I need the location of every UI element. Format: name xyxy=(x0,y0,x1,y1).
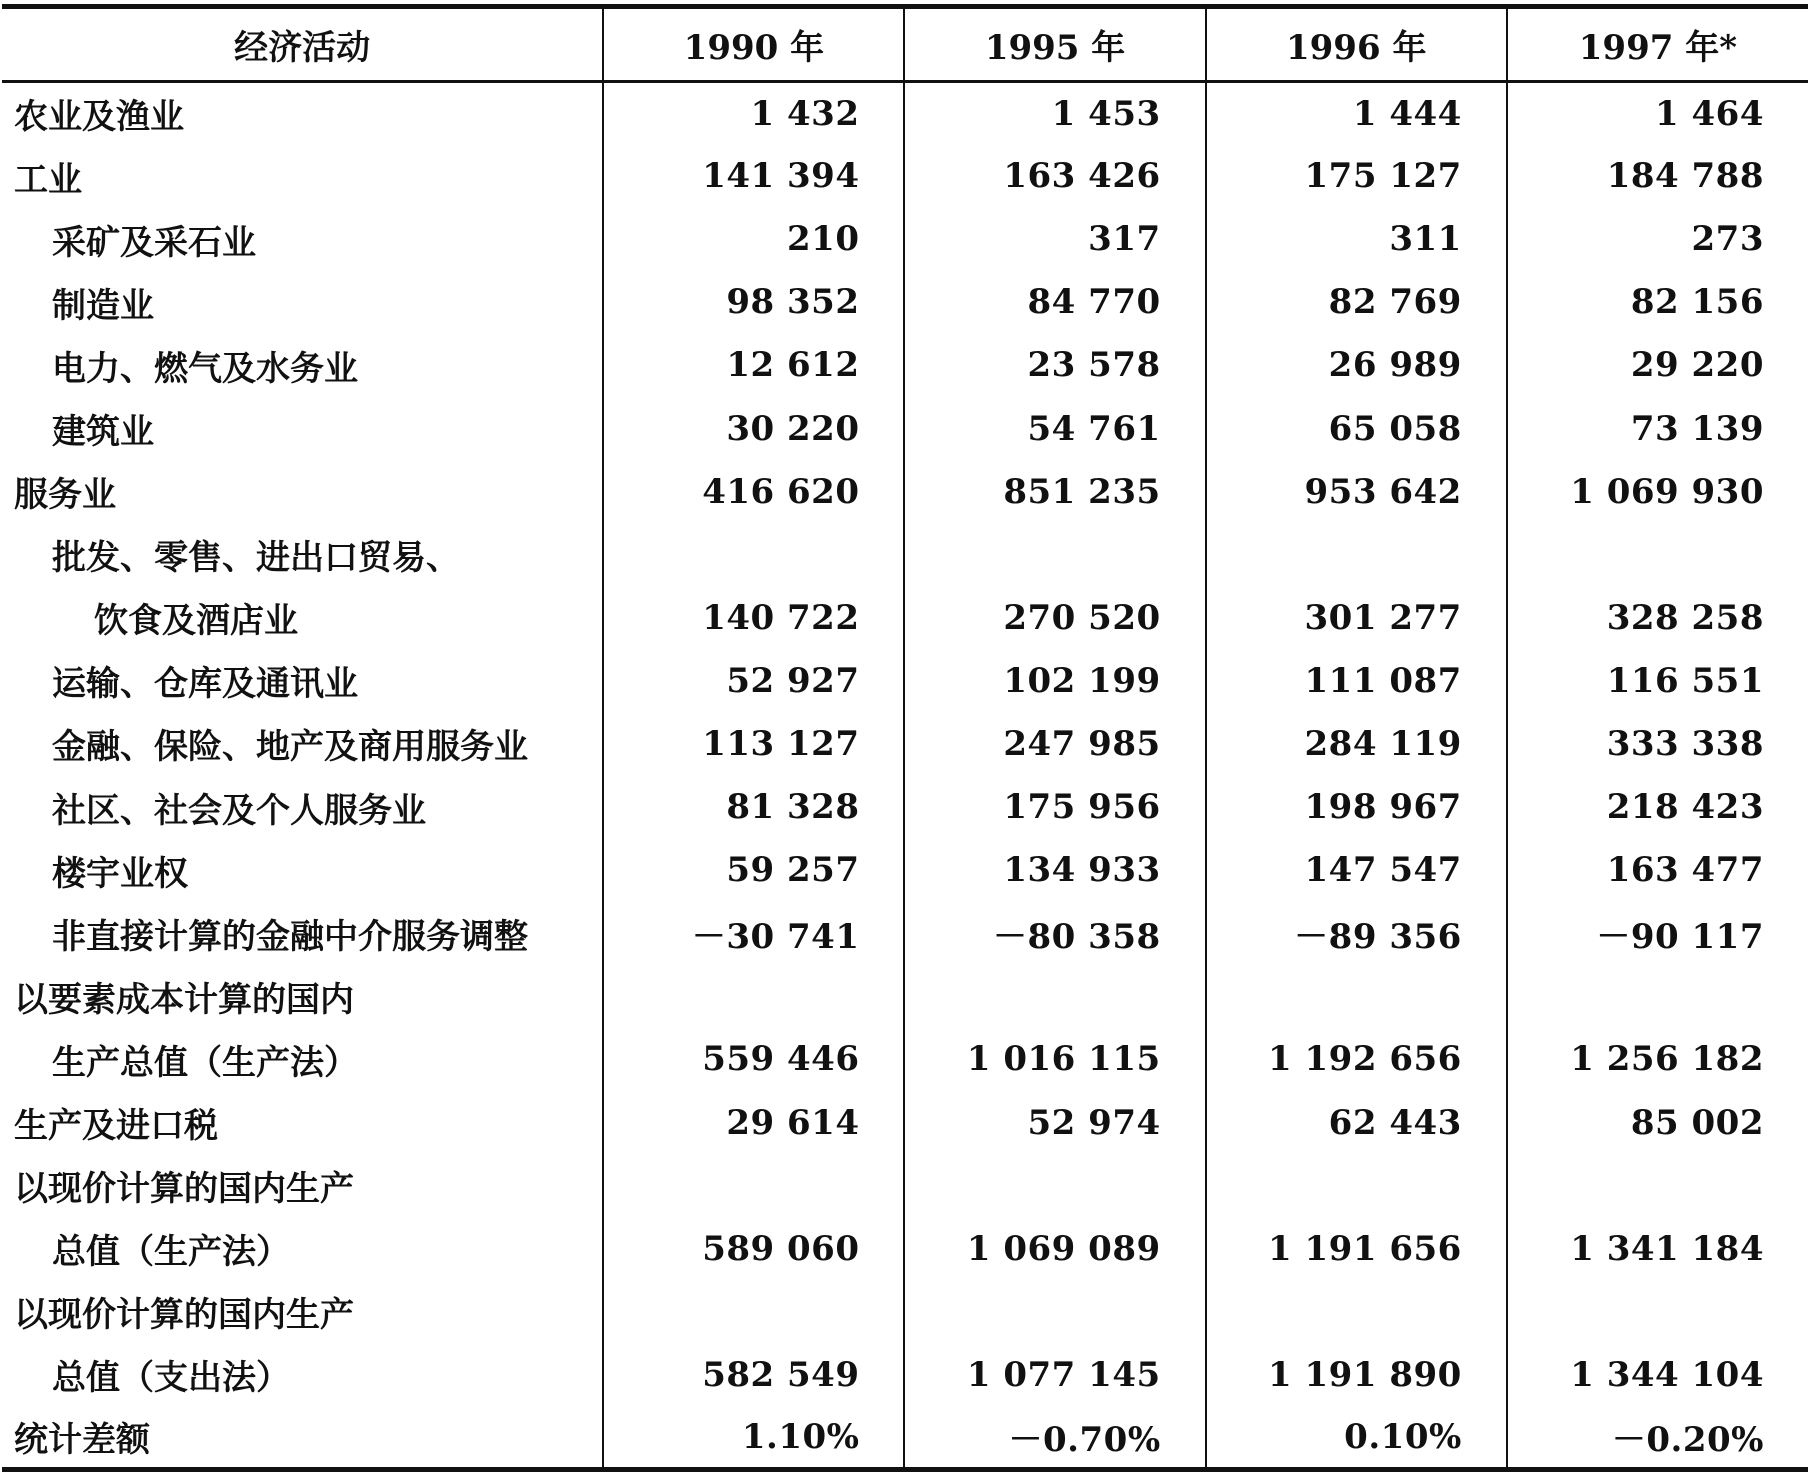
gdp-by-economic-activity-table xyxy=(2,4,1808,1472)
row-label: 统计差额 xyxy=(2,1406,603,1469)
value-cell: 301 277 xyxy=(1206,586,1507,649)
value-cell: 29 220 xyxy=(1507,334,1808,397)
value-cell: 328 258 xyxy=(1507,586,1808,649)
header-1996: 1996 年 xyxy=(1206,7,1507,82)
table-row xyxy=(2,965,1808,1028)
value-cell: 1 444 xyxy=(1206,82,1507,145)
value-cell: 81 328 xyxy=(603,776,904,839)
value-cell: 65 058 xyxy=(1206,397,1507,460)
row-label: 以现价计算的国内生产 xyxy=(14,1169,354,1210)
row-label: 电力、燃气及水务业 xyxy=(52,348,358,389)
table-row xyxy=(2,1217,1808,1280)
value-cell: 113 127 xyxy=(603,712,904,775)
value-cell: －0.20% xyxy=(1507,1406,1808,1469)
header-1995: 1995 年 xyxy=(904,7,1205,82)
row-label: 服务业 xyxy=(14,475,116,516)
value-cell: 102 199 xyxy=(904,649,1205,712)
table-row xyxy=(2,1091,1808,1154)
value-cell xyxy=(1206,523,1507,586)
row-label: 饮食及酒店业 xyxy=(94,601,298,642)
value-cell: 30 220 xyxy=(603,397,904,460)
value-cell: 111 087 xyxy=(1206,649,1507,712)
row-label: 总值（支出法） xyxy=(52,1358,290,1399)
value-cell xyxy=(904,1280,1205,1343)
value-cell: 559 446 xyxy=(603,1028,904,1091)
value-cell: 54 761 xyxy=(904,397,1205,460)
table-row xyxy=(2,586,1808,649)
value-cell: 311 xyxy=(1206,208,1507,271)
value-cell: 198 967 xyxy=(1206,776,1507,839)
table-header-row xyxy=(2,7,1808,82)
value-cell: 29 614 xyxy=(603,1091,904,1154)
table-row xyxy=(2,712,1808,775)
row-label: 制造业 xyxy=(52,285,154,326)
value-cell: 416 620 xyxy=(603,460,904,523)
table-row xyxy=(2,649,1808,712)
row-label: 生产总值（生产法） xyxy=(52,1042,358,1083)
value-cell xyxy=(1507,523,1808,586)
header-1990: 1990 年 xyxy=(603,7,904,82)
table-row xyxy=(2,271,1808,334)
row-label: 农业及渔业 xyxy=(14,97,184,138)
value-cell: －0.70% xyxy=(904,1406,1205,1469)
table-row xyxy=(2,460,1808,523)
value-cell: 851 235 xyxy=(904,460,1205,523)
value-cell: 82 156 xyxy=(1507,271,1808,334)
value-cell: 26 989 xyxy=(1206,334,1507,397)
table-row xyxy=(2,1028,1808,1091)
value-cell xyxy=(603,523,904,586)
value-cell: 1 069 930 xyxy=(1507,460,1808,523)
value-cell: 1 344 104 xyxy=(1507,1343,1808,1406)
table-row xyxy=(2,523,1808,586)
value-cell: 134 933 xyxy=(904,839,1205,902)
value-cell: 284 119 xyxy=(1206,712,1507,775)
value-cell: 1 453 xyxy=(904,82,1205,145)
row-label: 工业 xyxy=(14,159,82,200)
value-cell: 210 xyxy=(603,208,904,271)
table-row xyxy=(2,397,1808,460)
row-label: 生产及进口税 xyxy=(14,1106,218,1147)
value-cell: 175 127 xyxy=(1206,145,1507,208)
value-cell: 1 256 182 xyxy=(1507,1028,1808,1091)
value-cell xyxy=(1507,1154,1808,1217)
row-label: 社区、社会及个人服务业 xyxy=(52,790,426,831)
value-cell xyxy=(1206,1280,1507,1343)
header-1997: 1997 年* xyxy=(1507,7,1808,82)
table-row xyxy=(2,334,1808,397)
value-cell xyxy=(603,1154,904,1217)
row-label: 以现价计算的国内生产 xyxy=(14,1295,354,1336)
table-row xyxy=(2,1343,1808,1406)
value-cell xyxy=(1206,965,1507,1028)
value-cell: 163 477 xyxy=(1507,839,1808,902)
value-cell: 247 985 xyxy=(904,712,1205,775)
value-cell: 1 069 089 xyxy=(904,1217,1205,1280)
value-cell: 12 612 xyxy=(603,334,904,397)
value-cell: 333 338 xyxy=(1507,712,1808,775)
table-row xyxy=(2,902,1808,965)
value-cell xyxy=(603,1280,904,1343)
row-label: 批发、零售、进出口贸易、 xyxy=(52,538,460,579)
value-cell: 0.10% xyxy=(1206,1406,1507,1469)
value-cell xyxy=(904,965,1205,1028)
value-cell: 85 002 xyxy=(1507,1091,1808,1154)
table-row xyxy=(2,1406,1808,1469)
value-cell: 59 257 xyxy=(603,839,904,902)
value-cell: 1 016 115 xyxy=(904,1028,1205,1091)
table-body xyxy=(2,82,1808,1470)
value-cell: 1 191 890 xyxy=(1206,1343,1507,1406)
value-cell: 62 443 xyxy=(1206,1091,1507,1154)
value-cell: －90 117 xyxy=(1507,902,1808,965)
value-cell: 116 551 xyxy=(1507,649,1808,712)
value-cell: 582 549 xyxy=(603,1343,904,1406)
row-label: 金融、保险、地产及商用服务业 xyxy=(52,727,528,768)
header-economic-activity: 经济活动 xyxy=(2,7,603,82)
value-cell xyxy=(904,1154,1205,1217)
row-label: 建筑业 xyxy=(52,412,154,453)
value-cell: 141 394 xyxy=(603,145,904,208)
value-cell: 273 xyxy=(1507,208,1808,271)
value-cell: 953 642 xyxy=(1206,460,1507,523)
value-cell: 589 060 xyxy=(603,1217,904,1280)
value-cell: 218 423 xyxy=(1507,776,1808,839)
value-cell xyxy=(603,965,904,1028)
row-label: 非直接计算的金融中介服务调整 xyxy=(52,916,528,957)
value-cell: 317 xyxy=(904,208,1205,271)
row-label: 总值（生产法） xyxy=(52,1232,290,1273)
value-cell: 52 927 xyxy=(603,649,904,712)
value-cell: 1 464 xyxy=(1507,82,1808,145)
table-row xyxy=(2,839,1808,902)
value-cell: －89 356 xyxy=(1206,902,1507,965)
value-cell: －30 741 xyxy=(603,902,904,965)
table-row xyxy=(2,208,1808,271)
row-label: 以要素成本计算的国内 xyxy=(14,979,354,1020)
value-cell: 1 077 145 xyxy=(904,1343,1205,1406)
value-cell: 1 192 656 xyxy=(1206,1028,1507,1091)
value-cell: 84 770 xyxy=(904,271,1205,334)
row-label: 楼宇业权 xyxy=(52,853,188,894)
value-cell: －80 358 xyxy=(904,902,1205,965)
value-cell xyxy=(1507,965,1808,1028)
table-row xyxy=(2,82,1808,145)
table-row xyxy=(2,1280,1808,1343)
table-row xyxy=(2,145,1808,208)
row-label: 采矿及采石业 xyxy=(52,222,256,263)
value-cell: 147 547 xyxy=(1206,839,1507,902)
row-label: 运输、仓库及通讯业 xyxy=(52,664,358,705)
value-cell: 73 139 xyxy=(1507,397,1808,460)
value-cell: 52 974 xyxy=(904,1091,1205,1154)
value-cell: 175 956 xyxy=(904,776,1205,839)
value-cell: 140 722 xyxy=(603,586,904,649)
table-row xyxy=(2,1154,1808,1217)
value-cell: 163 426 xyxy=(904,145,1205,208)
value-cell xyxy=(1507,1280,1808,1343)
value-cell: 82 769 xyxy=(1206,271,1507,334)
value-cell: 270 520 xyxy=(904,586,1205,649)
value-cell: 184 788 xyxy=(1507,145,1808,208)
value-cell: 1 432 xyxy=(603,82,904,145)
value-cell: 1 341 184 xyxy=(1507,1217,1808,1280)
value-cell: 1.10% xyxy=(603,1406,904,1469)
value-cell xyxy=(904,523,1205,586)
table-row xyxy=(2,776,1808,839)
value-cell: 1 191 656 xyxy=(1206,1217,1507,1280)
value-cell xyxy=(1206,1154,1507,1217)
value-cell: 98 352 xyxy=(603,271,904,334)
value-cell: 23 578 xyxy=(904,334,1205,397)
